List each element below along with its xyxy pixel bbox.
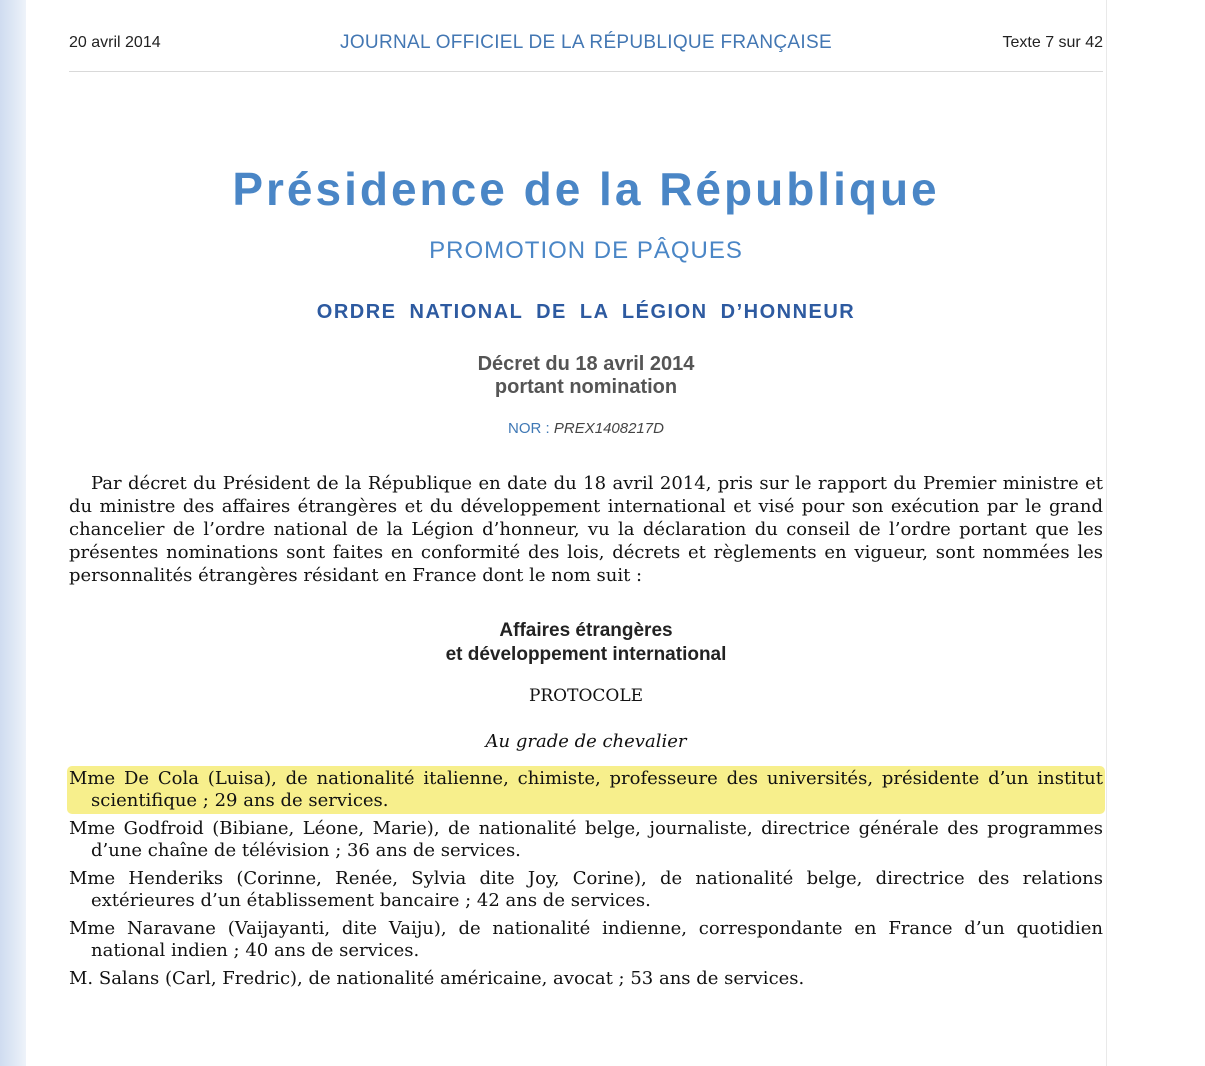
- section-line-1: Affaires étrangères: [499, 620, 673, 641]
- header-page-reference: Texte 7 sur 42: [1002, 34, 1103, 51]
- protocol-heading: PROTOCOLE: [528, 686, 644, 706]
- nominations-list: [69, 768, 1103, 996]
- decree-heading: [26, 353, 1146, 399]
- nor-value: PREX1408217D: [553, 420, 664, 437]
- header-journal-title: JOURNAL OFFICIEL DE LA RÉPUBLIQUE FRANÇAISE: [340, 32, 832, 53]
- decree-intro-paragraph: Par décret du Président de la République en date du 18 avril 2014, pris sur le rapport du Premier ministre et du ministre des affaires étrangères et du développement international et visé pour son exécution par le grand chancelier de l’ordre national de la Légion d’honneur, vu la déclaration du conseil de l’ordre portant que les présentes nominations sont faites en conformité des lois, décrets et règlements en vigueur, sont nommées les personnalités étrangères résidant en France dont le nom suit :: [69, 473, 1103, 586]
- grade-heading: Au grade de chevalier: [485, 731, 687, 752]
- order-heading: ORDRE NATIONAL DE LA LÉGION D’HONNEUR: [316, 301, 856, 323]
- nomination-entry: Mme Godfroid (Bibiane, Léone, Marie), de nationalité belge, journaliste, directrice générale des programmes d’une chaîne de télévision ; 36 ans de services.: [69, 818, 1103, 861]
- page-title: Présidence de la République: [232, 163, 940, 215]
- decree-line-2: portant nomination: [494, 376, 678, 398]
- nor-label: NOR :: [508, 420, 550, 437]
- header-divider: [69, 71, 1103, 72]
- document-page: [26, 0, 1107, 1066]
- nor-reference: [26, 420, 1146, 437]
- nomination-entry: M. Salans (Carl, Fredric), de nationalité américaine, avocat ; 53 ans de services.: [69, 968, 805, 989]
- section-heading: [26, 619, 1146, 667]
- nomination-entry-highlighted: Mme De Cola (Luisa), de nationalité italienne, chimiste, professeure des universités, présidente d’un institut scientifique ; 29 ans de services.: [69, 768, 1103, 811]
- viewer-side-strip: [0, 0, 26, 1066]
- section-line-2: et développement international: [445, 644, 727, 665]
- decree-line-1: Décret du 18 avril 2014: [477, 353, 695, 375]
- nomination-entry: Mme Henderiks (Corinne, Renée, Sylvia dite Joy, Corine), de nationalité belge, directrice des relations extérieures d’un établissement bancaire ; 42 ans de services.: [69, 868, 1103, 911]
- header-date: 20 avril 2014: [69, 34, 161, 51]
- nomination-entry: Mme Naravane (Vaijayanti, dite Vaiju), de nationalité indienne, correspondante en France d’un quotidien national indien ; 40 ans de services.: [69, 918, 1103, 961]
- promotion-subtitle: PROMOTION DE PÂQUES: [429, 237, 743, 264]
